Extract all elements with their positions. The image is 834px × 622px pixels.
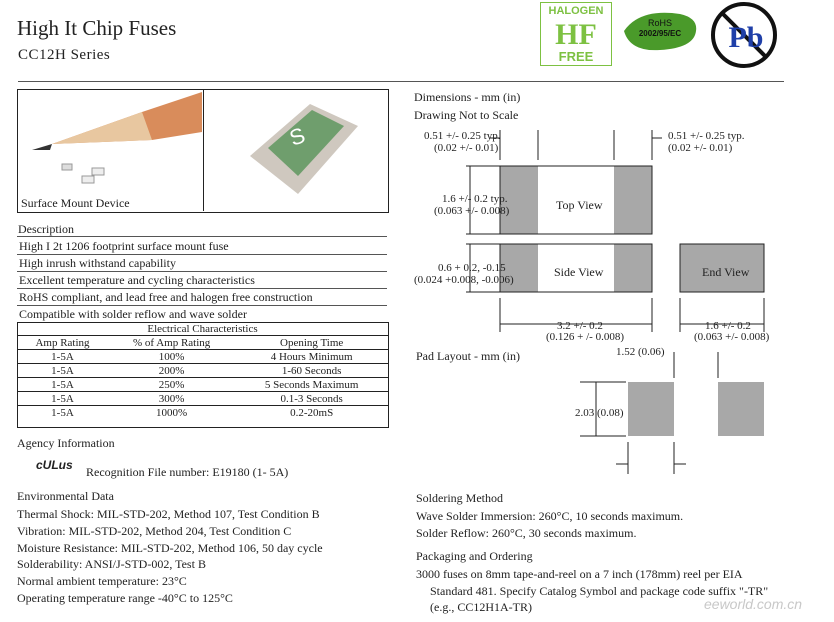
dim-label: (0.063 +/- 0.008) — [694, 331, 770, 343]
pb-free-badge — [708, 0, 782, 70]
description-rule — [17, 305, 387, 306]
description-line: Excellent temperature and cycling characteristics — [19, 273, 255, 287]
header-rule — [18, 81, 784, 82]
rohs-directive: 2002/95/EC — [638, 29, 682, 38]
soldering-line: Solder Reflow: 260°C, 30 seconds maximum. — [416, 526, 637, 540]
environmental-line: Vibration: MIL-STD-202, Method 204, Test Condition C — [17, 524, 292, 538]
halogen-free-badge — [540, 2, 612, 66]
packaging-line: Standard 481. Specify Catalog Symbol and package code suffix "-TR" — [430, 584, 769, 598]
table-cell: 1-5A — [51, 406, 74, 419]
packaging-line: (e.g., CC12H1A-TR) — [430, 600, 532, 614]
table-cell: 1-5A — [17, 378, 108, 392]
table-cell: 1-5A — [17, 364, 108, 378]
dim-label: (0.024 +0.008, -0.006) — [414, 274, 514, 286]
dim-label: (0.063 +/- 0.008) — [434, 205, 510, 217]
packaging-line: 3000 fuses on 8mm tape-and-reel on a 7 inch (178mm) reel per EIA — [416, 567, 743, 581]
table-cell: 1000% — [156, 406, 188, 419]
table-cell: 0.2-20mS — [290, 406, 334, 419]
environmental-line: Solderability: ANSI/J-STD-002, Test B — [17, 557, 206, 571]
dim-label: (0.02 +/- 0.01) — [434, 142, 499, 154]
description-rule — [17, 254, 387, 255]
rohs-badge — [620, 8, 700, 54]
environmental-line: Moisture Resistance: MIL-STD-202, Method 106, 50 day cycle — [17, 541, 323, 555]
table-row — [17, 350, 388, 364]
dim-label: 0.6 + 0.2, -0.15 — [438, 262, 506, 274]
series-name: CC12H Series — [18, 47, 111, 63]
description-line: High I 2t 1206 footprint surface mount fuse — [19, 239, 229, 253]
table-row — [17, 378, 388, 392]
table-cell: 100% — [108, 350, 235, 364]
dim-label: 1.6 +/- 0.2 typ. — [442, 193, 508, 205]
side-view-label: Side View — [554, 265, 604, 279]
photo-caption: Surface Mount Device — [21, 196, 130, 210]
dim-label: 2.03 (0.08) — [575, 407, 624, 419]
table-header: % of Amp Rating — [108, 336, 235, 350]
soldering-heading: Soldering Method — [416, 491, 503, 505]
table-cell: 200% — [108, 364, 235, 378]
dim-label: (0.02 +/- 0.01) — [668, 142, 733, 154]
end-view-label: End View — [702, 265, 750, 279]
dimension-drawing — [400, 120, 820, 350]
soldering-line: Wave Solder Immersion: 260°C, 10 seconds maximum. — [416, 509, 684, 523]
description-rule — [17, 236, 387, 237]
table-row — [17, 364, 388, 378]
description-rule — [17, 288, 387, 289]
environmental-line: Thermal Shock: MIL-STD-202, Method 107, Test Condition B — [17, 507, 320, 521]
chip-marking: S — [285, 122, 309, 151]
hf-label: HF — [555, 18, 597, 51]
packaging-heading: Packaging and Ordering — [416, 549, 533, 563]
ul-logo-icon: cULus — [36, 458, 73, 472]
pencil-image — [22, 92, 202, 192]
environmental-line: Operating temperature range -40°C to 125°C — [17, 591, 233, 605]
dim-label: 1.6 +/- 0.2 — [705, 320, 751, 332]
environmental-heading: Environmental Data — [17, 489, 114, 503]
table-cell: 4 Hours Minimum — [235, 350, 388, 364]
table-cell: 1-5A — [17, 392, 108, 406]
table-cell: 0.1-3 Seconds — [235, 392, 388, 406]
dim-label: (0.126 + /- 0.008) — [546, 331, 624, 343]
recognition-file: Recognition File number: E19180 (1- 5A) — [86, 465, 289, 479]
table-cell: 300% — [108, 392, 235, 406]
dim-label: 0.51 +/- 0.25 typ. — [424, 130, 501, 142]
table-row — [17, 406, 388, 420]
table-row — [17, 392, 388, 406]
table-header: Opening Time — [235, 336, 388, 350]
table-cell: 5 Seconds Maximum — [235, 378, 388, 392]
free-label: FREE — [558, 49, 594, 64]
photo-divider — [203, 90, 204, 211]
description-heading: Description — [18, 222, 74, 236]
dim-label: 3.2 +/- 0.2 — [557, 320, 603, 332]
dim-label: 1.52 (0.06) — [616, 346, 665, 358]
environmental-line: Normal ambient temperature: 23°C — [17, 574, 187, 588]
dim-label: 0.51 +/- 0.25 typ. — [668, 130, 745, 142]
table-header: Amp Rating — [17, 336, 108, 350]
dimensions-note: Drawing Not to Scale — [414, 108, 519, 122]
top-view-label: Top View — [556, 198, 603, 212]
table-cell: 1-5A — [17, 350, 108, 364]
table-cell: 250% — [108, 378, 235, 392]
description-line: RoHS compliant, and lead free and halogen free construction — [19, 290, 313, 304]
dimensions-heading: Dimensions - mm (in) — [414, 90, 521, 104]
pb-label: Pb — [728, 21, 764, 54]
table-caption: Electrical Characteristics — [17, 322, 388, 336]
description-rule — [17, 271, 387, 272]
watermark: eeworld.com.cn — [704, 596, 803, 612]
rohs-label: RoHS — [647, 18, 672, 28]
table-cell: 1-60 Seconds — [235, 364, 388, 378]
electrical-characteristics-table — [17, 322, 388, 419]
page-title: High It Chip Fuses — [17, 16, 177, 40]
description-line: Compatible with solder reflow and wave solder — [19, 307, 247, 321]
halogen-label: HALOGEN — [548, 5, 604, 17]
agency-heading: Agency Information — [17, 436, 115, 450]
description-line: High inrush withstand capability — [19, 256, 176, 270]
pad-layout-heading: Pad Layout - mm (in) — [416, 349, 520, 363]
